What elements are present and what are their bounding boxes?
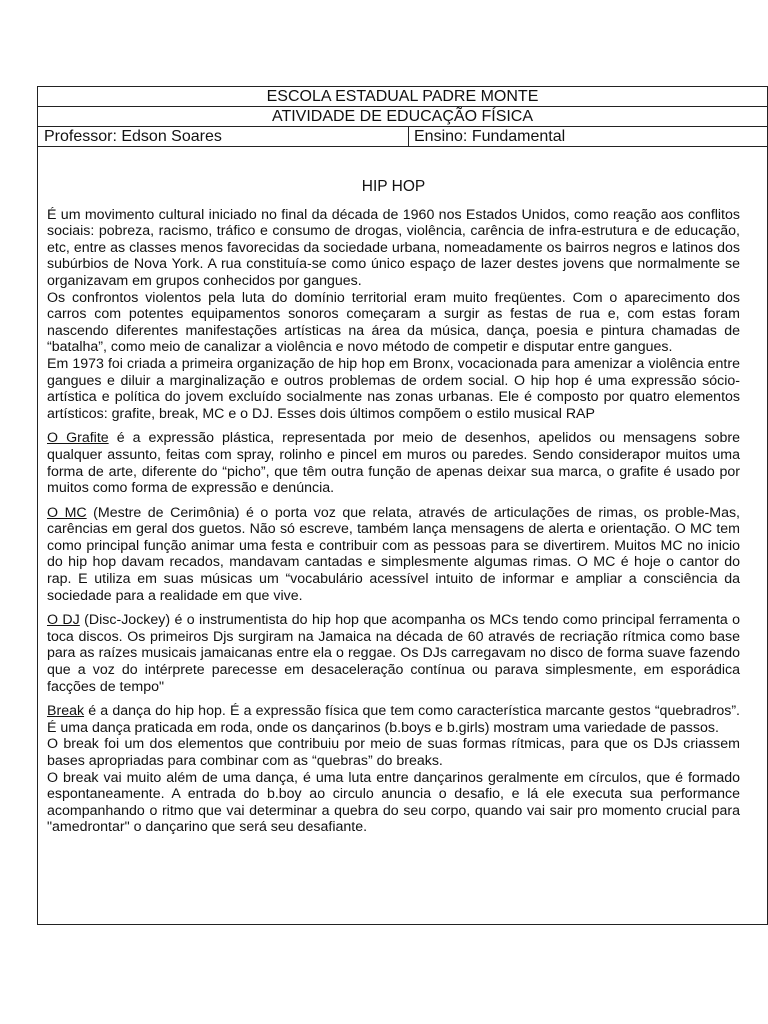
page-title: HIP HOP bbox=[361, 178, 426, 195]
teacher-name: Professor: Edson Soares bbox=[44, 128, 222, 145]
mc-term: O MC bbox=[47, 504, 87, 521]
intro-paragraph-1: É um movimento cultural iniciado no final da década de 1960 nos Estados Unidos, como reação aos conflitos sociais: pobreza, racismo, tráfico e consumo de drogas, violência, carência de infra-estrutura e de educação, etc, entre as classes menos favorecidas da sociedade urbana, nomeadamente os bairros negros e latinos dos subúrbios de Nova York. A rua constituía-se como único espaço de lazer destes jovens que normalmente se organizavam em grupos conhecidos por gangues. bbox=[47, 206, 740, 289]
document-body bbox=[47, 147, 740, 836]
intro-paragraph-2: Os confrontos violentos pela luta do domínio territorial eram muito freqüentes. Com o aparecimento dos carros com potentes equipamentos sonoros começaram a surgir as festas de rua e, com estas foram nascendo diferentes manifestações artísticas na área da música, dança, poesia e pintura chamadas de “batalha”, como meio de canalizar a violência e novo método de competir e disputar entre gangues. bbox=[47, 289, 740, 356]
break-paragraph-3: O break vai muito além de uma dança, é uma luta entre dançarinos geralmente em círculos, que é formado espontaneamente. A entrada do b.boy ao circulo anuncia o desafio, e lá ele executa sua performance acompanhando o ritmo que vai determinar a quebra do seu corpo, quando vai sair pro momento crucial para "amedrontar" o dançarino que será seu desafiante. bbox=[47, 769, 740, 836]
break-term: Break bbox=[47, 703, 85, 720]
grafite-term: O Grafite bbox=[47, 430, 109, 447]
mc-paragraph bbox=[47, 505, 740, 605]
dj-term: O DJ bbox=[47, 612, 80, 629]
activity-title: ATIVIDADE DE EDUCAÇÃO FÍSICA bbox=[38, 107, 767, 127]
school-name: ESCOLA ESTADUAL PADRE MONTE bbox=[38, 87, 767, 107]
break-text: é a dança do hip hop. É a expressão física que tem como característica marcante gestos “quebradros”. É uma dança praticada em roda, onde os dançarinos (b.boys e b.girls) mostram uma variedade de passos. bbox=[47, 703, 740, 736]
worksheet-frame bbox=[37, 86, 768, 925]
cell-divider bbox=[408, 127, 409, 146]
dj-text: (Disc-Jockey) é o instrumentista do hip hop que acompanha os MCs tendo como principal ferramenta o toca discos. Os primeiros Djs surgiram na Jamaica na década de 60 através de recriação rítmica como base para as raízes musicais jamaicanas entre ela o reggae. Os DJs carregavam no disco de forma suave fazendo que a voz do intérprete parecesse em desaceleração contínua ou parava simplesmente, em esporádica facções de tempo" bbox=[47, 612, 740, 695]
teacher-level-row bbox=[38, 127, 767, 147]
dj-paragraph bbox=[47, 612, 740, 695]
break-paragraph-2: O break foi um dos elementos que contribuiu por meio de suas formas rítmicas, para que os DJs criassem bases apropriadas para combinar com as “quebras” do breaks. bbox=[47, 736, 740, 769]
mc-text: (Mestre de Cerimônia) é o porta voz que relata, através de articulações de rimas, os proble-Mas, carências em geral dos guetos. Não só escreve, também lança mensagens de alerta e orientação. O MC tem como principal função animar uma festa e contribuir com as pessoas para se divertirem. Muitos MC no inicio do hip hop davam recados, mandavam cantadas e simplesmente algumas rimas. O MC é hoje o cantor do rap. E utiliza em suas músicas um “vocabulário acessível intuito de informar e ampliar a consciência da sociedade para a realidade em que vive. bbox=[47, 504, 740, 604]
grafite-paragraph bbox=[47, 430, 740, 496]
break-paragraph-1 bbox=[47, 703, 740, 736]
grafite-text: é a expressão plástica, representada por meio de desenhos, apelidos ou mensagens sobre qualquer assunto, feitas com spray, rolinho e pincel em muros ou paredes. Sendo considerapor muitos uma forma de arte, diferente do “picho”, que têm outra função de apenas deixar sua marca, o grafite é usado por muitos como forma de expressão e denúncia. bbox=[47, 430, 740, 497]
intro-paragraph-3: Em 1973 foi criada a primeira organização de hip hop em Bronx, vocacionada para amenizar a violência entre gangues e diluir a marginalização e outros problemas de ordem social. O hip hop é uma expressão sócio-artística e política do jovem excluído socialmente nas zonas urbanas. Ele é composto por quatro elementos artísticos: grafite, break, MC e o DJ. Esses dois últimos compõem o estilo musical RAP bbox=[47, 355, 740, 422]
teaching-level: Ensino: Fundamental bbox=[414, 128, 566, 145]
